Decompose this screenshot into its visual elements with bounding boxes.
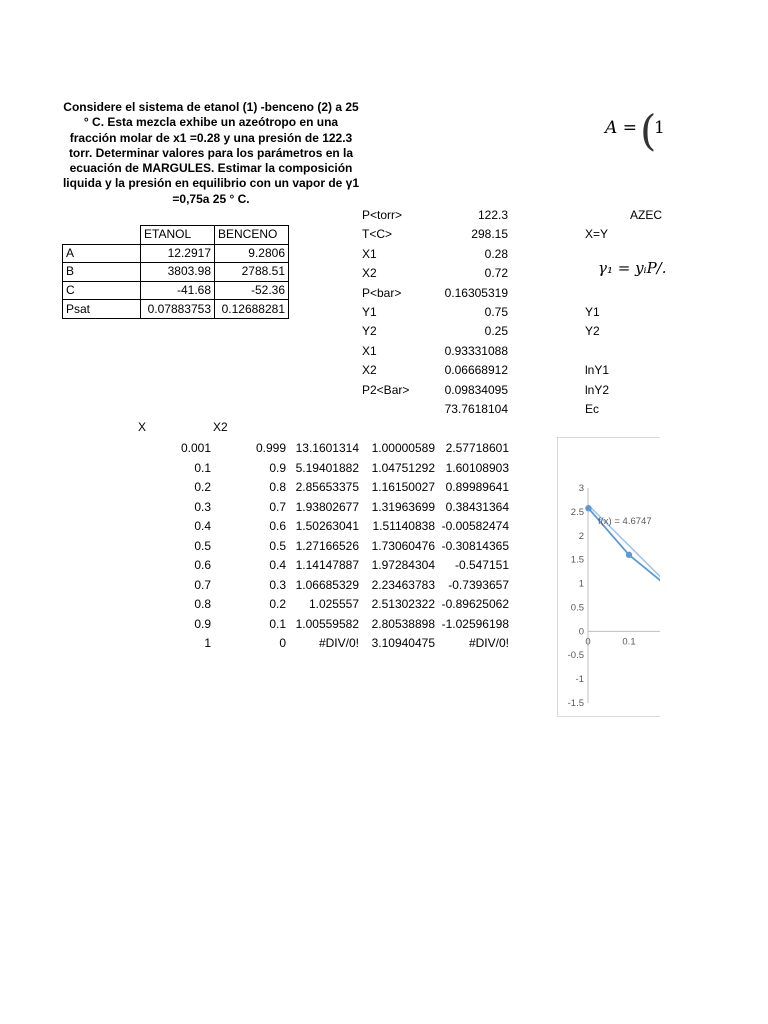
table-cell: -52.36: [215, 281, 289, 300]
table-cell: 2.85653375: [295, 480, 359, 494]
formula-gamma-cropped: γ₁ = yᵢP/.: [598, 259, 667, 277]
condition-value: 0.72: [484, 266, 508, 281]
table-cell: 0.4: [194, 519, 211, 533]
table-cell: 1.73060476: [371, 538, 435, 553]
table-cell: 0.001: [180, 441, 211, 455]
table-cell: 0.6: [194, 558, 211, 572]
table-cell: 0.89989641: [445, 480, 509, 494]
condition-label: X1: [362, 246, 377, 261]
condition-value: 0.25: [484, 324, 508, 339]
condition-value: 0.75: [484, 305, 508, 319]
condition-extra: Y2: [585, 324, 600, 339]
table-cell: -0.547151: [454, 558, 509, 572]
chart-x-tick-label: 0.1: [622, 636, 636, 648]
condition-label: X2: [362, 363, 377, 378]
condition-label: Y2: [362, 324, 377, 339]
chart-y-tick-label: 2.5: [570, 506, 584, 518]
table-cell: 0.999: [255, 441, 286, 455]
table-cell: C: [63, 281, 141, 300]
condition-extra: lnY1: [585, 363, 610, 378]
table-cell: 1.04751292: [371, 460, 435, 475]
condition-extra: Y1: [585, 305, 600, 319]
table-cell: 0.1: [269, 616, 286, 631]
table-header-row: [63, 226, 289, 245]
condition-value: 0.06668912: [444, 363, 508, 378]
table-cell: #DIV/0!: [468, 636, 509, 650]
chart-area: [557, 437, 660, 717]
table-cell: 0.9: [269, 460, 286, 475]
table-row: [63, 300, 289, 319]
table-cell: -41.68: [141, 281, 215, 300]
table-row: [63, 281, 289, 300]
condition-extra: Ec: [585, 402, 600, 416]
table-cell: 3.10940475: [371, 636, 435, 650]
table-cell: -0.7393657: [448, 577, 509, 592]
table-cell: 1.93802677: [295, 499, 359, 514]
table-cell: 0.07883753: [141, 300, 215, 319]
chart-data-point: [585, 505, 591, 511]
formula-a-cropped: [605, 106, 665, 155]
chart-y-tick-label: -0.5: [567, 650, 584, 662]
condition-value: 0.09834095: [444, 382, 508, 397]
table-cell: 2788.51: [215, 263, 289, 282]
table-cell: 0.3: [194, 499, 211, 514]
table-cell: 5.19401882: [295, 460, 359, 475]
table-cell: -0.00582474: [441, 519, 509, 533]
table-cell: 0.6: [269, 519, 286, 533]
chart-x-tick-label: 0: [585, 636, 591, 648]
antoine-params-table: [62, 225, 289, 319]
table-cell: 1.31963699: [371, 499, 435, 514]
problem-statement: Considere el sistema de etanol (1) -benceno (2) a 25 ° C. Esta mezcla exhibe un azeótropo en una fracción molar de x1 =0.28 y una presión de 122.3 torr. Determinar valores para los parámetros en la ecuación de MARGULES. Estimar la composición liquida y la presión en equilibrio con un vapor de γ1 =0,75a 25 ° C.: [62, 100, 360, 206]
table-header-cell: [63, 226, 141, 245]
table-cell: 3803.98: [141, 263, 215, 282]
table-cell: 0.7: [269, 499, 286, 514]
table-cell: B: [63, 263, 141, 282]
table-cell: 0: [279, 636, 286, 650]
condition-extra: AZEC: [630, 208, 663, 222]
table-cell: 0.5: [269, 538, 286, 553]
formula-a-lhs: A: [605, 118, 618, 138]
table-cell: Psat: [63, 300, 141, 319]
table-cell: 0.4: [269, 558, 286, 572]
chart-trendline-label: f(x) = 4.6747: [598, 515, 652, 527]
chart-y-tick-label: 0.5: [570, 602, 584, 614]
table-cell: 0.2: [194, 480, 211, 494]
table-cell: 1.025557: [308, 597, 359, 611]
chart-svg: [558, 438, 660, 716]
formula-a-brace: (: [640, 106, 657, 155]
chart-y-tick-label: 2: [578, 530, 584, 542]
condition-label: X1: [362, 343, 377, 358]
table-cell: A: [63, 244, 141, 263]
table-cell: -0.30814365: [441, 538, 509, 553]
table-cell: 1: [204, 636, 211, 650]
table-cell: 0.2: [269, 597, 286, 611]
table-cell: 1.27166526: [295, 538, 359, 553]
table-header-cell: BENCENO: [215, 226, 289, 245]
table-cell: 1.06685329: [295, 577, 359, 592]
table-cell: 1.51140838: [372, 519, 435, 533]
formula-a-equals: =: [622, 118, 637, 138]
condition-label: P<torr>: [362, 208, 403, 222]
table-cell: 0.8: [194, 597, 211, 611]
table-cell: 0.12688281: [215, 300, 289, 319]
table-cell: 1.16150027: [371, 480, 435, 494]
condition-value: 298.15: [471, 227, 508, 242]
condition-value: 0.16305319: [444, 285, 508, 300]
table-cell: 0.5: [194, 538, 211, 553]
chart-y-tick-label: 3: [578, 483, 584, 494]
table-cell: #DIV/0!: [318, 636, 359, 650]
condition-value: 73.7618104: [444, 402, 508, 416]
condition-label: X2: [362, 266, 377, 281]
table-cell: 1.00559582: [295, 616, 359, 631]
condition-value: 0.28: [484, 246, 508, 261]
table-cell: 1.00000589: [371, 441, 435, 455]
chart-y-tick-label: 1.5: [570, 554, 584, 566]
chart-y-tick-label: -1: [575, 674, 584, 686]
table-cell: 0.7: [194, 577, 211, 592]
table-cell: 2.57718601: [445, 441, 509, 455]
condition-label: Y1: [362, 305, 377, 319]
table-row: [63, 244, 289, 263]
table-cell: 1.14147887: [295, 558, 359, 572]
table-cell: 1.50263041: [295, 519, 359, 533]
table-cell: 0.38431364: [445, 499, 509, 514]
table-header-cell: ETANOL: [141, 226, 215, 245]
table-cell: -1.02596198: [441, 616, 509, 631]
table-cell: 2.51302322: [371, 597, 435, 611]
table-cell: 2.80538898: [371, 616, 435, 631]
condition-extra: lnY2: [585, 382, 610, 397]
table-cell: 2.23463783: [371, 577, 435, 592]
chart-y-tick-label: -1.5: [567, 698, 584, 709]
condition-value: 122.3: [477, 208, 508, 222]
chart-y-tick-label: 1: [578, 578, 584, 590]
condition-label: T<C>: [362, 227, 393, 242]
condition-label: P2<Bar>: [362, 382, 410, 397]
chart-data-point: [626, 552, 632, 558]
col-header-x2: X2: [213, 420, 228, 434]
table-cell: 12.2917: [141, 244, 215, 263]
table-cell: 0.9: [194, 616, 211, 631]
table-cell: 9.2806: [215, 244, 289, 263]
table-cell: 0.3: [269, 577, 286, 592]
col-header-x: X: [138, 420, 147, 434]
table-cell: 1.60108903: [445, 460, 509, 475]
condition-value: 0.93331088: [444, 343, 508, 358]
table-cell: -0.89625062: [441, 597, 509, 611]
table-cell: 13.1601314: [295, 441, 359, 455]
table-row: [63, 263, 289, 282]
condition-extra: X=Y: [585, 227, 609, 242]
condition-label: P<bar>: [362, 285, 402, 300]
table-cell: 1.97284304: [371, 558, 435, 572]
table-cell: 0.1: [194, 460, 211, 475]
formula-a-first: 1: [654, 118, 665, 138]
chart-y-tick-label: 0: [578, 626, 584, 638]
table-cell: 0.8: [269, 480, 286, 494]
